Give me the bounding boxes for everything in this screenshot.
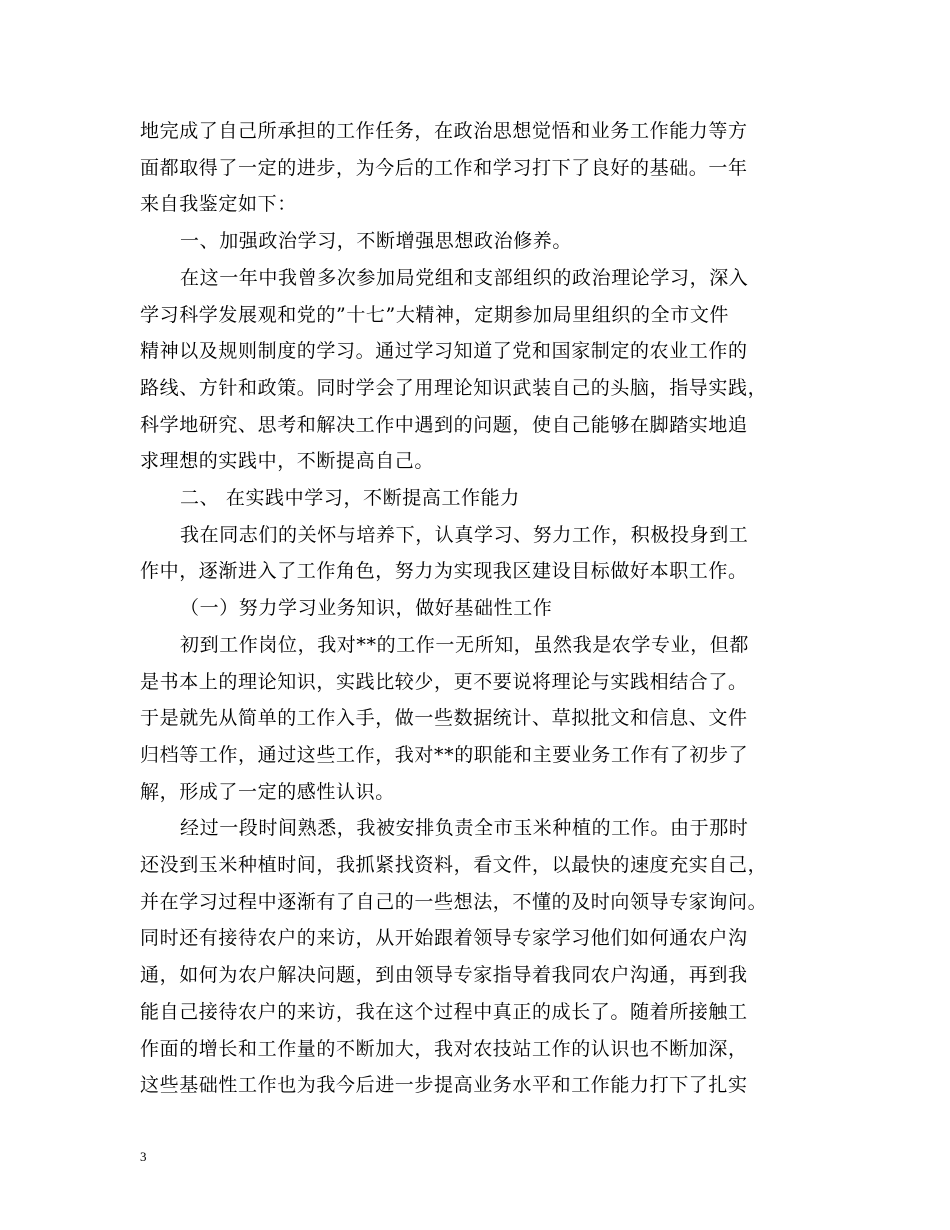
text-line: 我在同志们的关怀与培养下，认真学习、努力工作，积极投身到工	[180, 523, 749, 546]
text-line: 在这一年中我曾多次参加局党组和支部组织的政治理论学习，深入	[180, 266, 749, 289]
text-line: 初到工作岗位，我对**的工作一无所知，虽然我是农学专业，但都	[180, 633, 750, 656]
text-line: 这些基础性工作也为我今后进一步提高业务水平和工作能力打下了扎实	[140, 1074, 748, 1097]
page-number: 3	[140, 1149, 147, 1164]
text-line: 解，形成了一定的感性认识。	[140, 780, 395, 803]
text-line: 一、加强政治学习，不断增强思想政治修养。	[180, 230, 573, 253]
text-line: 同时还有接待农户的来访，从开始跟着领导专家学习他们如何通农户沟	[140, 927, 748, 950]
text-line: 路线、方针和政策。同时学会了用理论知识武装自己的头脑，指导实践，	[140, 376, 768, 399]
text-line: 作中，逐渐进入了工作角色，努力为实现我区建设目标做好本职工作。	[140, 560, 748, 583]
text-line: 地完成了自己所承担的工作任务，在政治思想觉悟和业务工作能力等方	[140, 120, 748, 142]
text-line: 求理想的实践中，不断提高自己。	[140, 450, 435, 473]
text-line: 来自我鉴定如下：	[140, 193, 297, 216]
text-line: 是书本上的理论知识，实践比较少，更不要说将理论与实践相结合了。	[140, 670, 748, 693]
text-line: 经过一段时间熟悉，我被安排负责全市玉米种植的工作。由于那时	[180, 817, 749, 840]
text-line: 能自己接待农户的来访，我在这个过程中真正的成长了。随着所接触工	[140, 1000, 748, 1023]
text-line: （一）努力学习业务知识，做好基础性工作	[180, 597, 553, 620]
text-line: 于是就先从简单的工作入手，做一些数据统计、草拟批文和信息、文件	[140, 707, 748, 730]
text-line: 并在学习过程中逐渐有了自己的一些想法，不懂的及时向领导专家询问。	[140, 890, 768, 913]
text-line: 精神以及规则制度的学习。通过学习知道了党和国家制定的农业工作的	[140, 340, 748, 363]
text-line: 二、 在实践中学习，不断提高工作能力	[180, 487, 520, 509]
text-line: 还没到玉米种植时间，我抓紧找资料，看文件，以最快的速度充实自己，	[140, 854, 768, 876]
text-line: 通，如何为农户解决问题，到由领导专家指导着我同农户沟通，再到我	[140, 964, 748, 987]
text-line: 作面的增长和工作量的不断加大，我对农技站工作的认识也不断加深，	[140, 1037, 748, 1060]
text-line: 学习科学发展观和党的”十七”大精神，定期参加局里组织的全市文件	[140, 303, 730, 326]
text-line: 科学地研究、思考和解决工作中遇到的问题，使自己能够在脚踏实地追	[140, 413, 748, 436]
text-line: 归档等工作，通过这些工作，我对**的职能和主要业务工作有了初步了	[140, 743, 749, 766]
text-line: 面都取得了一定的进步，为今后的工作和学习打下了良好的基础。一年	[140, 156, 748, 179]
